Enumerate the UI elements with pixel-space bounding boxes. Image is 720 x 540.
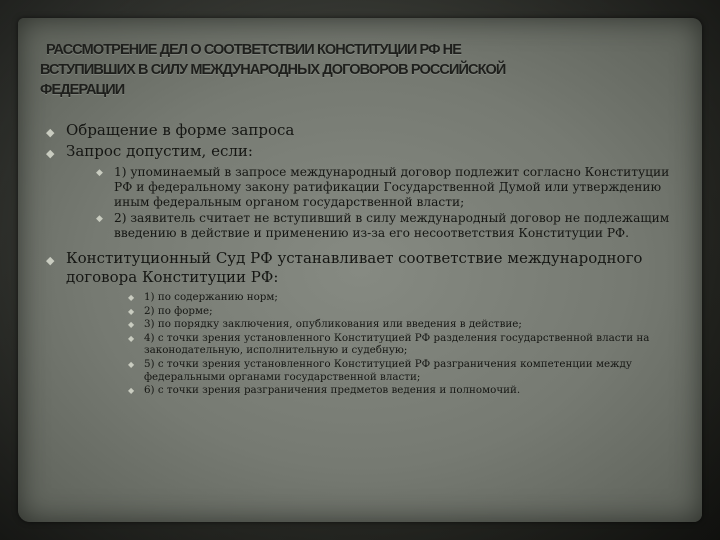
- diamond-bullet-icon: ◆: [128, 359, 135, 369]
- diamond-bullet-icon: ◆: [128, 333, 135, 343]
- sub-item-text: 6) с точки зрения разграничения предметов ведения и полномочий.: [144, 384, 521, 397]
- sub-item-text: 1) по содержанию норм;: [144, 290, 278, 303]
- sub-item: [66, 291, 674, 304]
- sub-list: [66, 165, 674, 241]
- diamond-bullet-icon: ◆: [128, 386, 135, 396]
- sub-list: [66, 291, 674, 397]
- sub-item-text: 2) заявитель считает не вступивший в силу международный договор не подлежащим введению в действие и применению из-за его несоответствия Конституции РФ.: [114, 211, 670, 241]
- diamond-bullet-icon: ◆: [128, 320, 135, 330]
- bullet-text: Запрос допустим, если:: [66, 142, 253, 160]
- sub-item: [66, 358, 674, 383]
- title-line: ВСТУПИВШИХ В СИЛУ МЕЖДУНАРОДНЫХ ДОГОВОРОВ РОССИЙСКОЙ: [40, 62, 506, 78]
- bullet-item: [44, 142, 674, 241]
- sub-item: [66, 384, 674, 397]
- sub-item-text: 5) с точки зрения установленного Конституцией РФ разграничения компетенции между федеральными органами государственной власти;: [144, 357, 632, 383]
- title-line: ФЕДЕРАЦИИ: [40, 82, 125, 98]
- title-line: РАССМОТРЕНИЕ ДЕЛ О СООТВЕТСТВИИ КОНСТИТУЦИИ РФ НЕ: [46, 42, 462, 58]
- sub-item: [66, 332, 674, 357]
- sub-item-text: 4) с точки зрения установленного Конституцией РФ разделения государственной власти на законодательную, исполнительную и судебную;: [144, 331, 650, 357]
- diamond-bullet-icon: ◆: [46, 147, 55, 160]
- sub-item: [66, 318, 674, 331]
- diamond-bullet-icon: ◆: [128, 306, 135, 316]
- sub-item: [66, 211, 674, 241]
- bullet-item: [44, 249, 674, 397]
- bullet-text: Конституционный Суд РФ устанавливает соответствие международного договора Конституции РФ:: [66, 248, 643, 286]
- diamond-bullet-icon: ◆: [46, 253, 55, 267]
- sub-item-text: 2) по форме;: [144, 304, 213, 317]
- diamond-bullet-icon: ◆: [96, 168, 103, 178]
- sub-item: [66, 305, 674, 318]
- diamond-bullet-icon: ◆: [128, 292, 135, 302]
- sub-item: [66, 165, 674, 209]
- bullet-item: [44, 121, 674, 140]
- bullet-list: [44, 121, 674, 399]
- slide-title: [40, 40, 660, 100]
- sub-item-text: 3) по порядку заключения, опубликования или введения в действие;: [144, 318, 522, 331]
- diamond-bullet-icon: ◆: [46, 126, 55, 139]
- sub-item-text: 1) упоминаемый в запросе международный договор подлежит согласно Конституции РФ и федеральному закону ратификации Государственной Думой или утверждению иным федеральным органом государственной власти;: [114, 165, 670, 209]
- diamond-bullet-icon: ◆: [96, 214, 103, 225]
- bullet-text: Обращение в форме запроса: [66, 121, 295, 139]
